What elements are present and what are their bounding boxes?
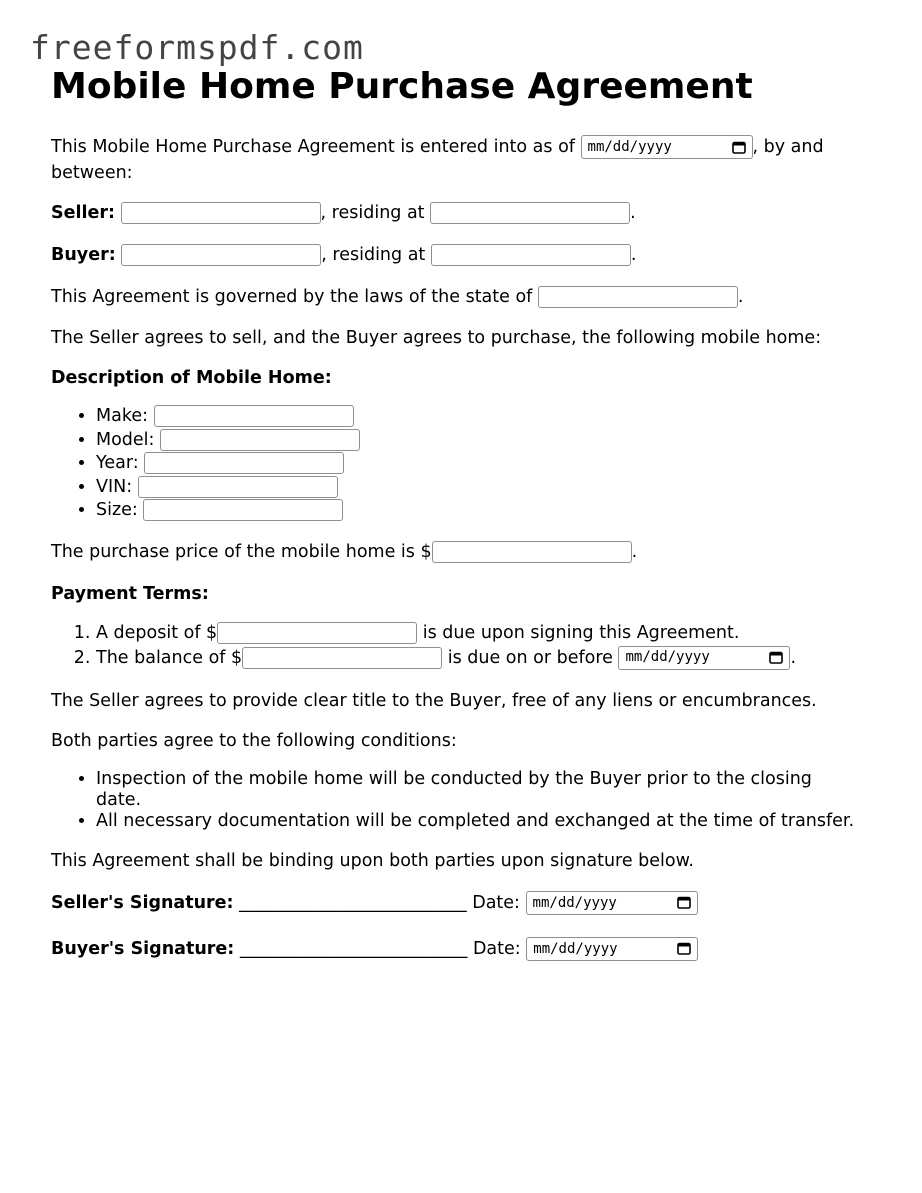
payment-heading: Payment Terms: bbox=[51, 583, 209, 604]
balance-amount-field[interactable] bbox=[242, 647, 442, 669]
watermark: freeformspdf.com bbox=[30, 28, 364, 67]
conditions-list bbox=[51, 769, 861, 832]
intro-paragraph: This Mobile Home Purchase Agreement is entered into as of mm/dd/yyyy , by and between: bbox=[51, 137, 824, 183]
agree-sell-paragraph: The Seller agrees to sell, and the Buyer agrees to purchase, the following mobile home: bbox=[51, 328, 822, 348]
model-field[interactable] bbox=[160, 429, 360, 451]
calendar-icon[interactable] bbox=[677, 896, 691, 909]
agreement-document bbox=[51, 64, 861, 961]
governing-law-line: This Agreement is governed by the laws of the state of . bbox=[51, 287, 744, 307]
make-field[interactable] bbox=[154, 405, 354, 427]
description-list bbox=[51, 405, 861, 523]
list-item: • Year: bbox=[96, 452, 861, 476]
description-heading: Description of Mobile Home: bbox=[51, 368, 332, 388]
conditions-heading: Both parties agree to the following conditions: bbox=[51, 730, 457, 751]
balance-due-date-input[interactable]: mm/dd/yyyy bbox=[618, 646, 790, 670]
seller-address-field[interactable] bbox=[430, 202, 630, 224]
list-item: 2. The balance of $ is due on or before mm/dd/yyyy . bbox=[96, 646, 861, 671]
seller-signature-date-input[interactable]: mm/dd/yyyy bbox=[526, 891, 698, 915]
calendar-icon[interactable] bbox=[677, 942, 691, 955]
state-field[interactable] bbox=[538, 286, 738, 308]
deposit-amount-field[interactable] bbox=[217, 622, 417, 644]
list-item: • Inspection of the mobile home will be conducted by the Buyer prior to the closing date. bbox=[96, 769, 861, 811]
year-field[interactable] bbox=[144, 452, 344, 474]
buyer-line: Buyer: , residing at . bbox=[51, 245, 637, 265]
list-item: • Make: bbox=[96, 405, 861, 429]
list-item: • VIN: bbox=[96, 476, 861, 500]
seller-signature-line: Seller's Signature: __________________________ Date: mm/dd/yyyy bbox=[51, 891, 861, 915]
signature-line[interactable]: __________________________ bbox=[239, 892, 467, 913]
list-item: • Size: bbox=[96, 499, 861, 523]
page-title: Mobile Home Purchase Agreement bbox=[51, 66, 753, 107]
buyer-address-field[interactable] bbox=[431, 244, 631, 266]
signature-line[interactable]: __________________________ bbox=[239, 938, 468, 959]
calendar-icon[interactable] bbox=[732, 141, 746, 154]
size-field[interactable] bbox=[143, 499, 343, 521]
agreement-date-input[interactable]: mm/dd/yyyy bbox=[581, 135, 753, 159]
buyer-signature-date-input[interactable]: mm/dd/yyyy bbox=[526, 937, 698, 961]
payment-list bbox=[51, 621, 861, 671]
price-line: The purchase price of the mobile home is $ . bbox=[51, 541, 638, 562]
vin-field[interactable] bbox=[138, 476, 338, 498]
list-item: 1. A deposit of $ is due upon signing this Agreement. bbox=[96, 621, 861, 646]
seller-line: Seller: , residing at . bbox=[51, 203, 636, 223]
buyer-signature-line: Buyer's Signature: __________________________ Date: mm/dd/yyyy bbox=[51, 937, 861, 961]
buyer-name-field[interactable] bbox=[121, 244, 321, 266]
seller-name-field[interactable] bbox=[121, 202, 321, 224]
list-item: • Model: bbox=[96, 429, 861, 453]
calendar-icon[interactable] bbox=[769, 651, 783, 664]
list-item: • All necessary documentation will be completed and exchanged at the time of transfer. bbox=[96, 811, 861, 832]
clear-title-paragraph: The Seller agrees to provide clear title to the Buyer, free of any liens or encumbrances. bbox=[51, 690, 817, 711]
binding-paragraph: This Agreement shall be binding upon both parties upon signature below. bbox=[51, 850, 694, 871]
purchase-price-field[interactable] bbox=[432, 541, 632, 563]
